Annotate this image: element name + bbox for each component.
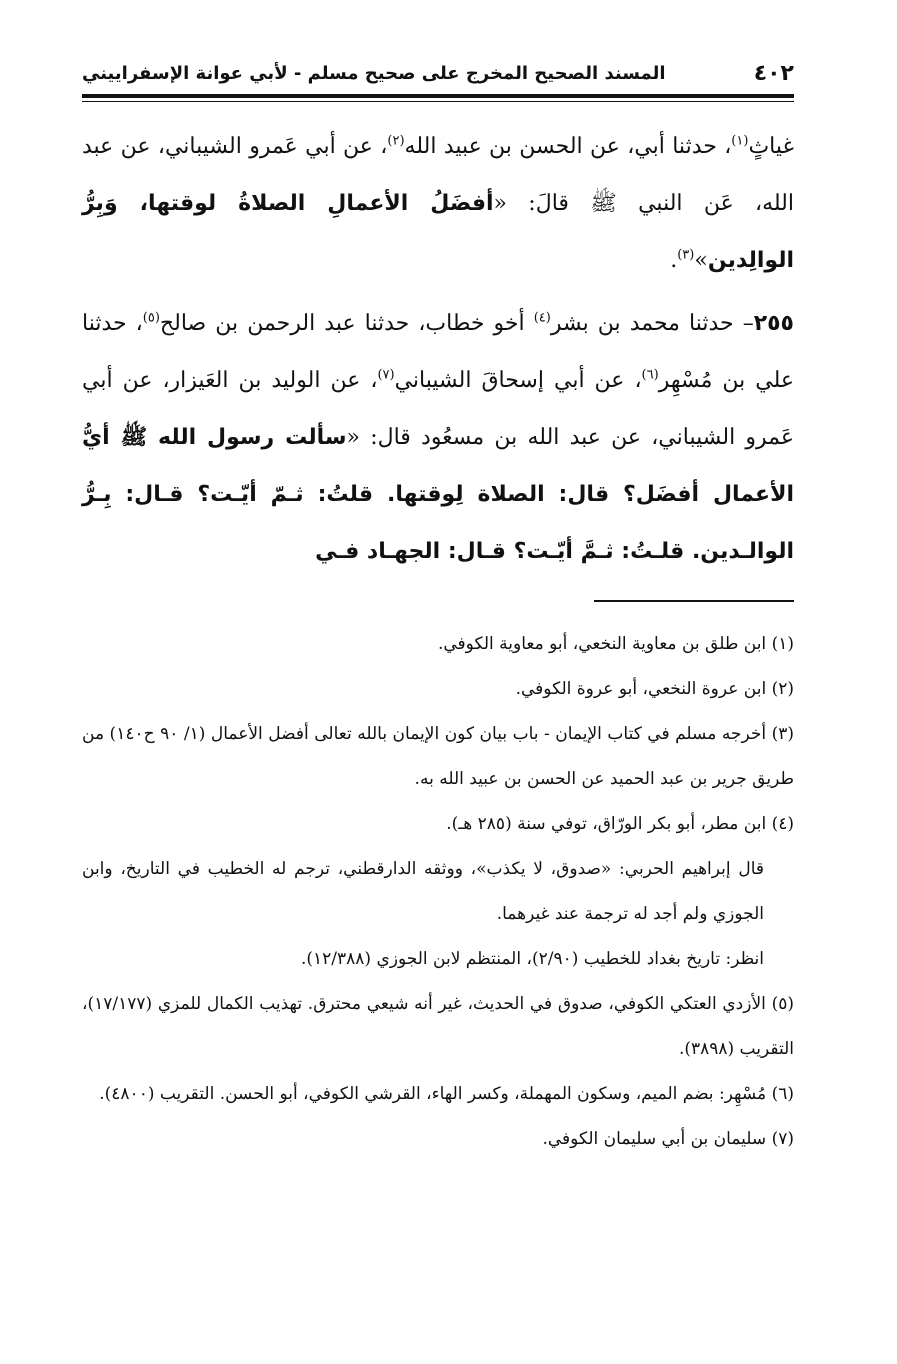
footnote-number: (٣) (771, 724, 794, 744)
footnote-continuation: انظر: تاريخ بغداد للخطيب (٢/٩٠)، المنتظم لابن الجوزي (١٢/٣٨٨). (300, 949, 764, 969)
footnote-separator (594, 600, 794, 602)
para1-text-1: غياثٍ (748, 134, 794, 159)
running-title: المسند الصحيح المخرج على صحيح مسلم - لأبي عوانة الإسفراييني (82, 63, 666, 84)
footnote-number: (٤) (771, 814, 794, 834)
footnote-number: (١) (771, 634, 794, 654)
para2-text-5: ، عن الوليد بن العَيزار، عن أبي عَمرو الشيباني، عن عبد الله بن مسعُود قال: « (82, 368, 794, 450)
header-rule-thin (82, 101, 794, 102)
hadith-matn-2: سألت رسول الله ﷺ أيُّ الأعمال أفضَل؟ قال: الصلاة لِوقتها. قلتُ: ثـمّ أيّـت؟ قـال: بِـرُّ الوالـدين. قلـتُ: ثـمَّ أيّـت؟ قـال: الجهـاد فـي (82, 425, 794, 564)
footnote-text: أخرجه مسلم في كتاب الإيمان - باب بيان كون الإيمان بالله تعالى أفضل الأعمال (١/ ٩٠ ح١٤٠) من طريق جرير بن عبد الحميد عن الحسن بن عبيد الله به. (82, 724, 794, 789)
footnote-3 (82, 712, 794, 802)
main-text (82, 118, 794, 580)
hadith-paragraph-1 (82, 118, 794, 289)
footnote-text: سليمان بن أبي سليمان الكوفي. (542, 1129, 767, 1149)
running-header (82, 60, 794, 88)
hadith-number: ٢٥٥ (753, 311, 794, 336)
footnote-ref-7: (٧) (377, 367, 395, 383)
para2-text-1: – حدثنا محمد بن بشر (550, 311, 754, 336)
footnote-number: (٦) (771, 1084, 794, 1104)
para1-text-2: ، حدثنا أبي، عن الحسن بن عبيد الله (404, 134, 732, 159)
footnote-1 (82, 622, 794, 667)
footnote-ref-4: (٤) (533, 310, 551, 326)
footnote-number: (٢) (771, 679, 794, 699)
footnote-2 (82, 667, 794, 712)
footnote-ref-5: (٥) (142, 310, 160, 326)
footnotes (82, 622, 794, 1162)
para2-text-4: ، عن أبي إسحاقَ الشيباني (394, 368, 642, 393)
footnote-text: ابن طلق بن معاوية النخعي، أبو معاوية الكوفي. (437, 634, 767, 654)
header-rule-thick (82, 94, 794, 98)
para2-text-2: أخو خطاب، حدثنا عبد الرحمن بن صالح (159, 311, 534, 336)
footnote-ref-2: (٢) (387, 133, 405, 149)
hadith-paragraph-2 (82, 295, 794, 580)
para1-text-3: ، عن أبي عَمرو الشيباني، عن عبد الله، عَن النبي ﷺ قالَ: « (82, 134, 794, 216)
footnote-text: ابن مطر، أبو بكر الورّاق، توفي سنة (٢٨٥ هـ). (446, 814, 767, 834)
footnote-text: الأزدي العتكي الكوفي، صدوق في الحديث، غير أنه شيعي محترق. تهذيب الكمال للمزي (١٧/١٧٧)، التقريب (٣٨٩٨). (82, 994, 794, 1059)
footnote-ref-1: (١) (731, 133, 749, 149)
footnote-4 (82, 802, 794, 847)
footnote-6 (82, 1072, 794, 1117)
footnote-continuation: قال إبراهيم الحربي: «صدوق، لا يكذب»، ووثقه الدارقطني، ترجم له الخطيب في التاريخ، وابن الجوزي ولم أجد له ترجمة عند غيرهما. (82, 859, 764, 924)
para1-text-5: . (670, 248, 678, 273)
footnote-7 (82, 1117, 794, 1162)
page-number: ٤٠٢ (753, 61, 794, 86)
hadith-matn-1: أفضَلُ الأعمالِ الصلاةُ لوقتها، وَبِرُّ الوالِدين (82, 191, 794, 273)
footnote-ref-6: (٦) (641, 367, 659, 383)
footnote-ref-3: (٣) (677, 247, 695, 263)
footnote-number: (٧) (771, 1129, 794, 1149)
footnote-number: (٥) (771, 994, 794, 1014)
para2-text-3: ، حدثنا علي بن مُسْهِر (82, 311, 795, 393)
para1-text-4: » (694, 248, 708, 273)
footnote-5 (82, 982, 794, 1072)
footnote-text: مُسْهِر: بضم الميم، وسكون المهملة، وكسر الهاء، القرشي الكوفي، أبو الحسن. التقريب (٤٨٠٠). (99, 1084, 767, 1104)
footnote-text: ابن عروة النخعي، أبو عروة الكوفي. (515, 679, 767, 699)
